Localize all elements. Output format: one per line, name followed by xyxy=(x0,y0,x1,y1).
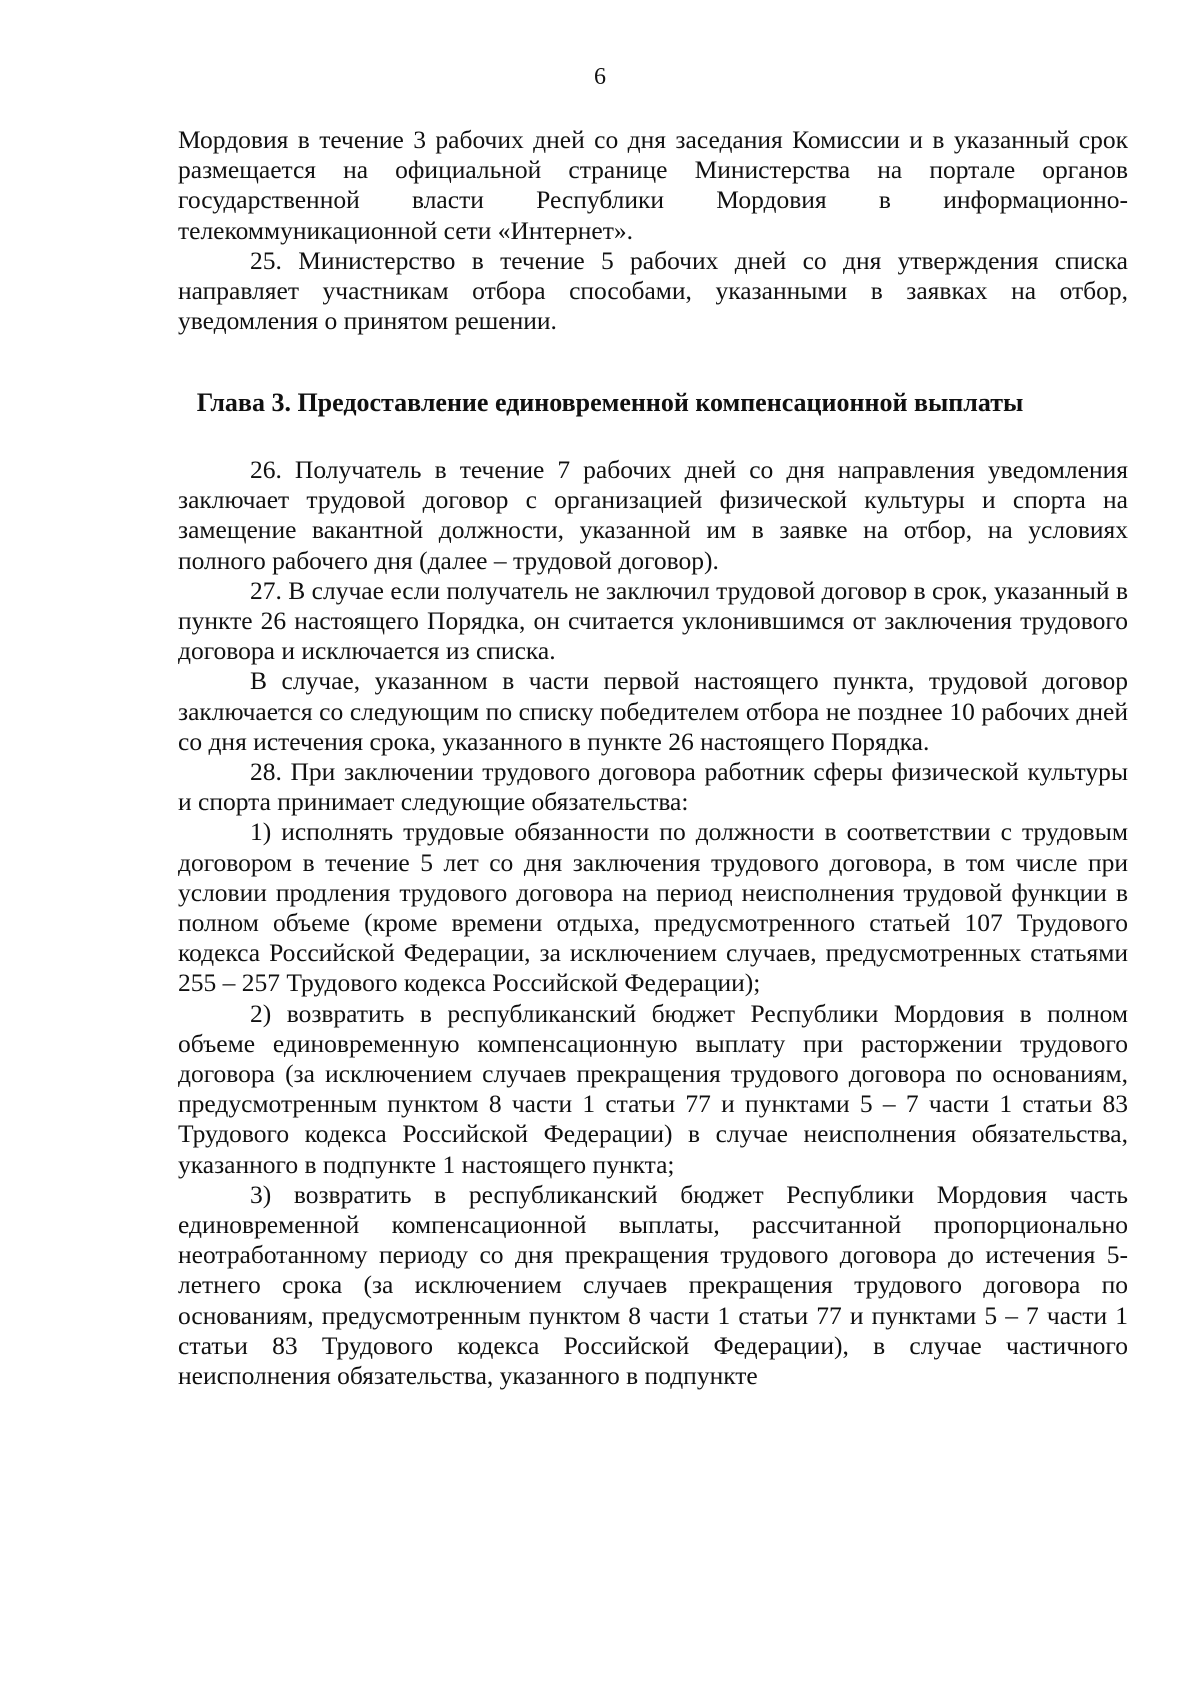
paragraph-25: 25. Министерство в течение 5 рабочих дней со дня утверждения списка направляет участникам отбора способами, указанными в заявках на отбор, уведомления о принятом решении. xyxy=(178,245,1128,336)
paragraph-continuation: Мордовия в течение 3 рабочих дней со дня заседания Комиссии и в указанный срок размещается на официальной странице Министерства на портале органов государственной власти Республики Мордовия в информационно-телекоммуникационной сети «Интернет». xyxy=(178,125,1128,245)
subparagraph-28-3: 3) возвратить в республиканский бюджет Республики Мордовия часть единовременной компенсационной выплаты, рассчитанной пропорционально неотработанному периоду со дня прекращения трудового договора до истечения 5-летнего срока (за исключением случаев прекращения трудового договора по основаниям, предусмотренным пунктом 8 части 1 статьи 77 и пунктами 5 – 7 части 1 статьи 83 Трудового кодекса Российской Федерации), в случае частичного неисполнения обязательства, указанного в подпункте xyxy=(178,1179,1128,1391)
subparagraph-28-2: 2) возвратить в республиканский бюджет Республики Мордовия в полном объеме единовременную компенсационную выплату при расторжении трудового договора (за исключением случаев прекращения трудового договора по основаниям, предусмотренным пунктом 8 части 1 статьи 77 и пунктами 5 – 7 части 1 статьи 83 Трудового кодекса Российской Федерации) в случае неисполнения обязательства, указанного в подпункте 1 настоящего пункта; xyxy=(178,998,1128,1179)
paragraph-27-part-2: В случае, указанном в части первой настоящего пункта, трудовой договор заключается со следующим по списку победителем отбора не позднее 10 рабочих дней со дня истечения срока, указанного в пункте 26 настоящего Порядка. xyxy=(178,666,1128,756)
paragraph-28: 28. При заключении трудового договора работник сферы физической культуры и спорта принимает следующие обязательства: xyxy=(178,757,1128,817)
chapter-body xyxy=(178,455,1128,1391)
paragraph-26: 26. Получатель в течение 7 рабочих дней со дня направления уведомления заключает трудовой договор с организацией физической культуры и спорта на замещение вакантной должности, указанной им в заявке на отбор, на условиях полного рабочего дня (далее – трудовой договор). xyxy=(178,455,1128,575)
subparagraph-28-1: 1) исполнять трудовые обязанности по должности в соответствии с трудовым договором в течение 5 лет со дня заключения трудового договора, в том числе при условии продления трудового договора на период неисполнения трудовой функции в полном объеме (кроме времени отдыха, предусмотренного статьей 107 Трудового кодекса Российской Федерации, за исключением случаев, предусмотренных статьями 255 – 257 Трудового кодекса Российской Федерации); xyxy=(178,817,1128,998)
intro-section xyxy=(178,125,1128,336)
paragraph-27: 27. В случае если получатель не заключил трудовой договор в срок, указанный в пункте 26 настоящего Порядка, он считается уклонившимся от заключения трудового договора и исключается из списка. xyxy=(178,575,1128,666)
page-number: 6 xyxy=(594,64,606,90)
chapter-heading: Глава 3. Предоставление единовременной компенсационной выплаты xyxy=(196,388,1024,417)
